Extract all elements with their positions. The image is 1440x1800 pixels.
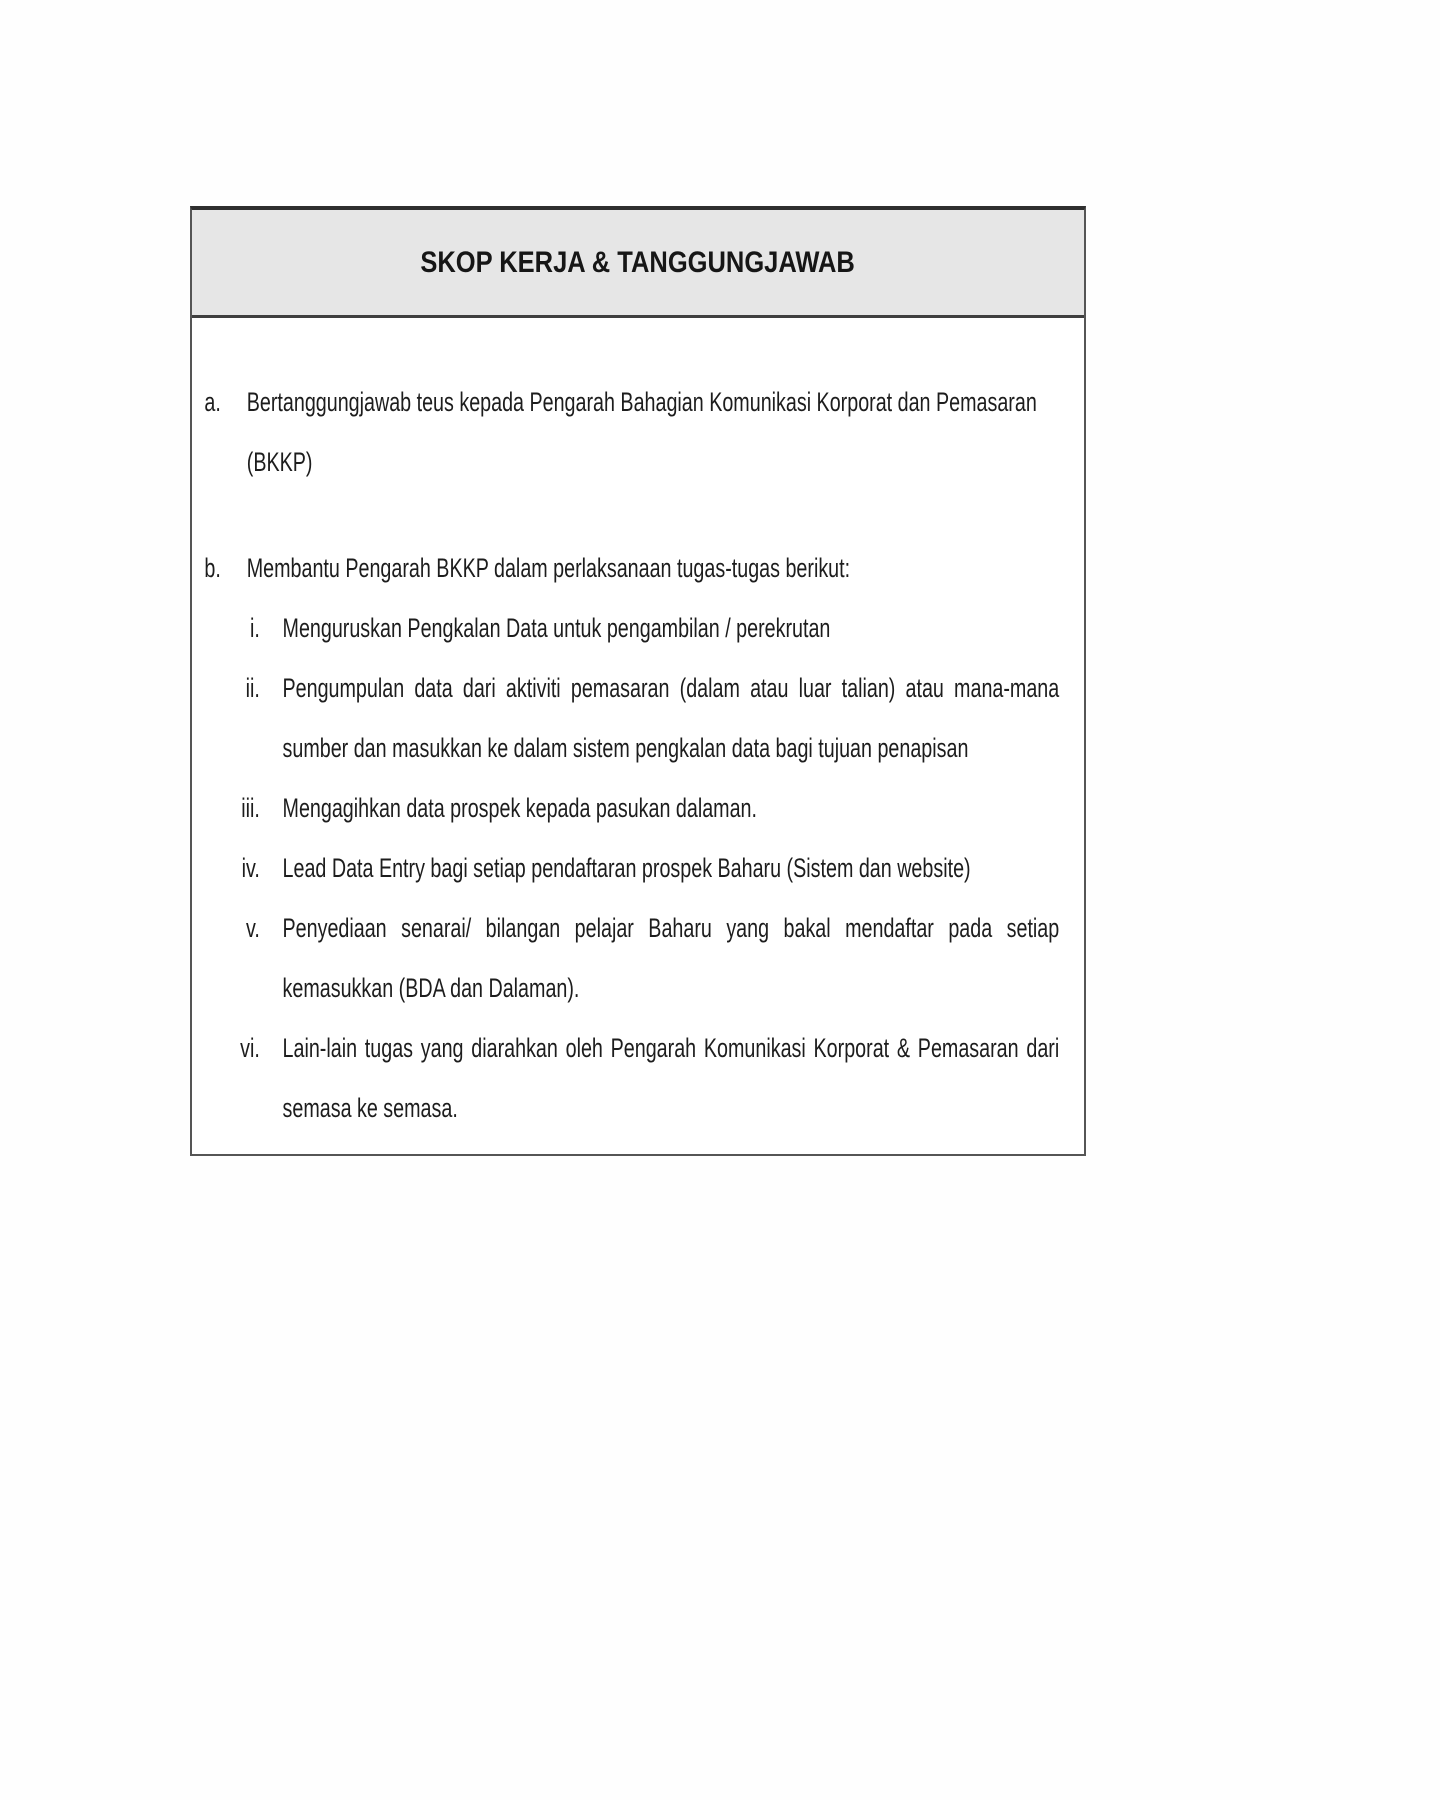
task-vi-line-1: Lain-lain tugas yang diarahkan oleh Pengarah Komunikasi Korporat & Pemasaran dari: [282, 1033, 1060, 1063]
item-b-text: [247, 538, 1078, 598]
task-marker-vi: vi.: [240, 1033, 260, 1063]
item-a-line-2: (BKKP): [246, 447, 313, 477]
task-row-iv: [192, 838, 1077, 898]
task-row-iii: [192, 778, 1077, 838]
task-text-iii: [283, 778, 1078, 838]
task-marker-ii: ii.: [245, 673, 260, 703]
item-b-row: [192, 538, 1077, 598]
item-b-marker: b.: [204, 553, 221, 583]
task-text-ii: [283, 658, 1078, 778]
task-ii-line-1: Pengumpulan data dari aktiviti pemasaran (dalam atau luar talian) atau mana-mana: [282, 673, 1060, 703]
task-v-line-2: kemasukkan (BDA dan Dalaman).: [282, 973, 580, 1003]
task-row-v: [192, 898, 1077, 1018]
document-body: [192, 318, 1084, 1138]
task-i-line-1: Menguruskan Pengkalan Data untuk pengambilan / perekrutan: [282, 613, 831, 643]
document-header: [192, 210, 1084, 318]
task-iii-line-1: Mengagihkan data prospek kepada pasukan dalaman.: [282, 793, 757, 823]
task-v-line-1: Penyediaan senarai/ bilangan pelajar Baharu yang bakal mendaftar pada setiap: [282, 913, 1060, 943]
task-text-vi: [283, 1018, 1078, 1138]
task-marker-iii: iii.: [241, 793, 260, 823]
task-row-vi: [192, 1018, 1077, 1138]
task-marker-i: i.: [250, 613, 260, 643]
task-iv-line-1: Lead Data Entry bagi setiap pendaftaran prospek Baharu (Sistem dan website): [282, 853, 971, 883]
item-a-text: [247, 372, 1078, 492]
text-column: [192, 372, 1077, 1138]
document-box: [190, 206, 1086, 1156]
task-ii-line-2: sumber dan masukkan ke dalam sistem pengkalan data bagi tujuan penapisan: [282, 733, 969, 763]
task-text-i: [283, 598, 1078, 658]
item-b-line-1: Membantu Pengarah BKKP dalam perlaksanaan tugas-tugas berikut:: [246, 553, 851, 583]
document-title: SKOP KERJA & TANGGUNGJAWAB: [420, 245, 856, 279]
item-a-line-1: Bertanggungjawab teus kepada Pengarah Bahagian Komunikasi Korporat dan Pemasaran: [246, 387, 1037, 417]
task-text-v: [283, 898, 1078, 1018]
item-a-marker: a.: [204, 387, 221, 417]
task-marker-v: v.: [246, 913, 260, 943]
task-text-iv: [283, 838, 1078, 898]
task-vi-line-2: semasa ke semasa.: [282, 1093, 458, 1123]
task-row-i: [192, 598, 1077, 658]
task-marker-iv: iv.: [241, 853, 260, 883]
task-row-ii: [192, 658, 1077, 778]
item-a-row: [192, 372, 1077, 492]
